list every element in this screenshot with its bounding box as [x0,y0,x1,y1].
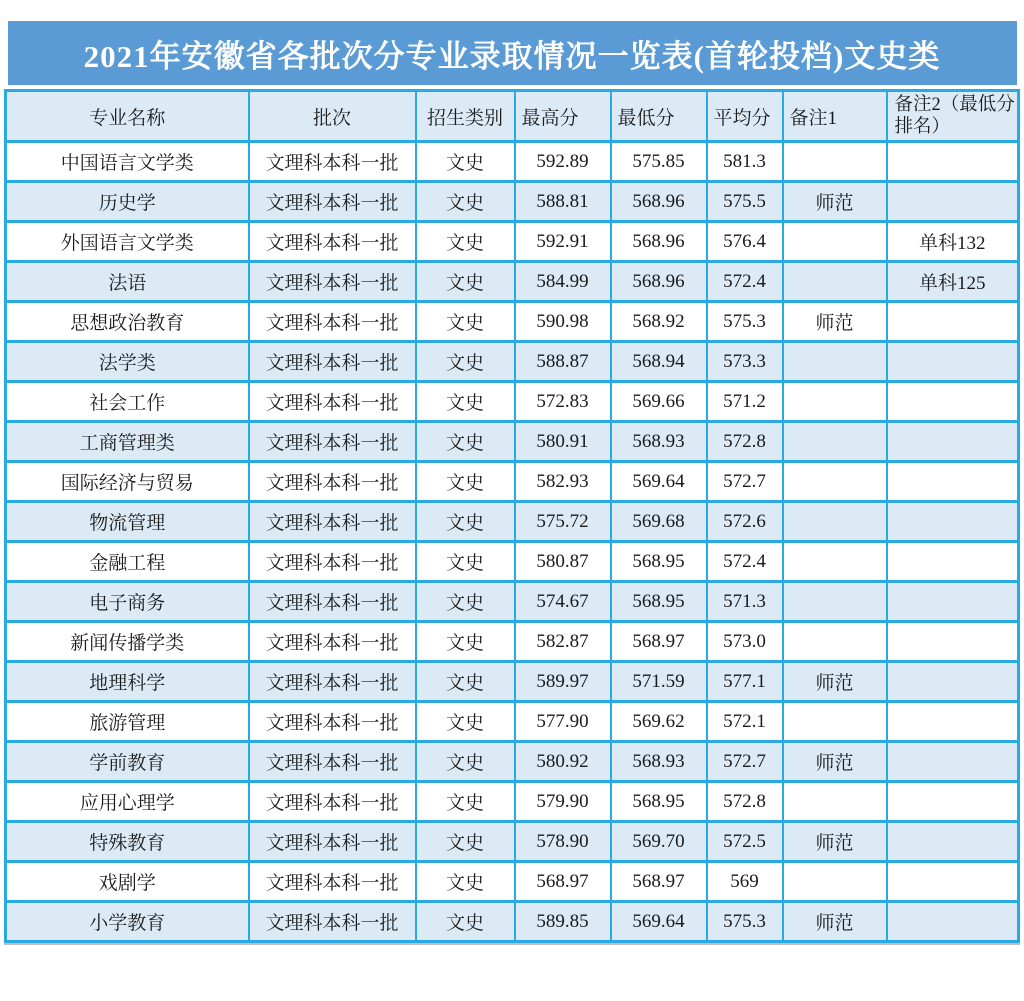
cell-category: 文史 [416,542,515,582]
column-header-major: 专业名称 [6,91,249,142]
page-title: 2021年安徽省各批次分专业录取情况一览表(首轮投档)文史类 [83,38,941,74]
table-row [6,222,1019,262]
cell-max-score: 592.91 [515,222,611,262]
cell-min-score: 568.93 [611,742,707,782]
cell-category: 文史 [416,302,515,342]
table-row [6,382,1019,422]
cell-note1 [783,862,887,902]
cell-avg-score: 575.3 [707,902,783,942]
header-row [6,91,1019,142]
cell-min-score: 569.68 [611,502,707,542]
cell-note2 [887,662,1019,702]
cell-note1: 师范 [783,822,887,862]
table-row [6,502,1019,542]
cell-min-score: 568.97 [611,622,707,662]
cell-max-score: 572.83 [515,382,611,422]
cell-category: 文史 [416,502,515,542]
cell-major: 中国语言文学类 [6,142,249,182]
cell-max-score: 568.97 [515,862,611,902]
cell-major: 物流管理 [6,502,249,542]
cell-avg-score: 575.3 [707,302,783,342]
cell-major: 社会工作 [6,382,249,422]
cell-avg-score: 572.7 [707,742,783,782]
table-row [6,182,1019,222]
cell-batch: 文理科本科一批 [249,782,416,822]
column-header-note2: 备注2（最低分排名） [887,91,1019,142]
cell-min-score: 568.92 [611,302,707,342]
cell-major: 外国语言文学类 [6,222,249,262]
cell-avg-score: 571.3 [707,582,783,622]
cell-category: 文史 [416,742,515,782]
cell-batch: 文理科本科一批 [249,542,416,582]
cell-major: 地理科学 [6,662,249,702]
cell-batch: 文理科本科一批 [249,702,416,742]
cell-major: 工商管理类 [6,422,249,462]
table-row [6,142,1019,182]
cell-avg-score: 572.1 [707,702,783,742]
cell-avg-score: 573.3 [707,342,783,382]
cell-max-score: 592.89 [515,142,611,182]
cell-min-score: 568.94 [611,342,707,382]
cell-note1 [783,342,887,382]
cell-batch: 文理科本科一批 [249,382,416,422]
cell-avg-score: 572.6 [707,502,783,542]
cell-avg-score: 572.8 [707,422,783,462]
cell-max-score: 580.91 [515,422,611,462]
cell-category: 文史 [416,662,515,702]
cell-batch: 文理科本科一批 [249,862,416,902]
cell-category: 文史 [416,862,515,902]
cell-max-score: 589.85 [515,902,611,942]
cell-major: 法学类 [6,342,249,382]
column-header-batch: 批次 [249,91,416,142]
cell-avg-score: 575.5 [707,182,783,222]
cell-category: 文史 [416,342,515,382]
cell-batch: 文理科本科一批 [249,222,416,262]
cell-min-score: 568.95 [611,582,707,622]
cell-avg-score: 572.8 [707,782,783,822]
cell-avg-score: 572.5 [707,822,783,862]
cell-note2 [887,782,1019,822]
cell-min-score: 569.66 [611,382,707,422]
cell-avg-score: 576.4 [707,222,783,262]
cell-note1 [783,782,887,822]
cell-min-score: 568.97 [611,862,707,902]
cell-avg-score: 577.1 [707,662,783,702]
cell-max-score: 579.90 [515,782,611,822]
table-row [6,622,1019,662]
cell-note2 [887,502,1019,542]
cell-min-score: 569.62 [611,702,707,742]
cell-category: 文史 [416,222,515,262]
cell-avg-score: 569 [707,862,783,902]
cell-major: 小学教育 [6,902,249,942]
cell-note1: 师范 [783,902,887,942]
cell-min-score: 568.95 [611,782,707,822]
cell-min-score: 568.96 [611,222,707,262]
cell-note2 [887,382,1019,422]
cell-note1 [783,422,887,462]
cell-batch: 文理科本科一批 [249,662,416,702]
cell-batch: 文理科本科一批 [249,902,416,942]
cell-note1 [783,462,887,502]
cell-avg-score: 572.4 [707,542,783,582]
table-row [6,422,1019,462]
cell-major: 电子商务 [6,582,249,622]
cell-note2: 单科132 [887,222,1019,262]
table-row [6,302,1019,342]
table-row [6,742,1019,782]
cell-max-score: 588.87 [515,342,611,382]
cell-max-score: 578.90 [515,822,611,862]
cell-major: 国际经济与贸易 [6,462,249,502]
cell-note1: 师范 [783,302,887,342]
cell-max-score: 580.92 [515,742,611,782]
cell-max-score: 582.87 [515,622,611,662]
cell-note2 [887,422,1019,462]
cell-avg-score: 581.3 [707,142,783,182]
cell-note2 [887,342,1019,382]
cell-max-score: 575.72 [515,502,611,542]
cell-max-score: 589.97 [515,662,611,702]
cell-batch: 文理科本科一批 [249,462,416,502]
cell-batch: 文理科本科一批 [249,342,416,382]
cell-note1 [783,502,887,542]
cell-batch: 文理科本科一批 [249,422,416,462]
cell-batch: 文理科本科一批 [249,182,416,222]
cell-max-score: 584.99 [515,262,611,302]
column-header-min-score: 最低分 [611,91,707,142]
cell-note1 [783,622,887,662]
cell-major: 金融工程 [6,542,249,582]
cell-note1 [783,262,887,302]
cell-batch: 文理科本科一批 [249,262,416,302]
cell-note2 [887,622,1019,662]
cell-note2 [887,542,1019,582]
title-banner [8,21,1017,85]
cell-note2: 单科125 [887,262,1019,302]
cell-note1 [783,702,887,742]
cell-major: 应用心理学 [6,782,249,822]
cell-note2 [887,742,1019,782]
cell-batch: 文理科本科一批 [249,582,416,622]
admissions-table [4,89,1020,943]
cell-avg-score: 573.0 [707,622,783,662]
column-header-avg-score: 平均分 [707,91,783,142]
cell-category: 文史 [416,382,515,422]
table-row [6,822,1019,862]
cell-category: 文史 [416,582,515,622]
cell-note1 [783,542,887,582]
cell-category: 文史 [416,822,515,862]
table-row [6,582,1019,622]
cell-min-score: 569.64 [611,462,707,502]
cell-avg-score: 572.4 [707,262,783,302]
cell-major: 学前教育 [6,742,249,782]
cell-category: 文史 [416,422,515,462]
cell-batch: 文理科本科一批 [249,502,416,542]
cell-min-score: 571.59 [611,662,707,702]
cell-note2 [887,582,1019,622]
cell-max-score: 590.98 [515,302,611,342]
cell-note1 [783,222,887,262]
cell-avg-score: 571.2 [707,382,783,422]
cell-note2 [887,462,1019,502]
cell-category: 文史 [416,142,515,182]
cell-min-score: 569.64 [611,902,707,942]
cell-category: 文史 [416,182,515,222]
cell-category: 文史 [416,902,515,942]
cell-min-score: 568.96 [611,182,707,222]
cell-note1: 师范 [783,662,887,702]
cell-batch: 文理科本科一批 [249,622,416,662]
cell-min-score: 575.85 [611,142,707,182]
cell-batch: 文理科本科一批 [249,742,416,782]
cell-category: 文史 [416,622,515,662]
cell-category: 文史 [416,462,515,502]
cell-major: 法语 [6,262,249,302]
column-header-note1: 备注1 [783,91,887,142]
table-row [6,902,1019,942]
cell-note2 [887,822,1019,862]
cell-category: 文史 [416,702,515,742]
cell-batch: 文理科本科一批 [249,822,416,862]
table-row [6,542,1019,582]
cell-max-score: 588.81 [515,182,611,222]
cell-note1 [783,142,887,182]
cell-min-score: 568.96 [611,262,707,302]
cell-category: 文史 [416,262,515,302]
cell-min-score: 569.70 [611,822,707,862]
cell-note1 [783,382,887,422]
column-header-category: 招生类别 [416,91,515,142]
table-row [6,262,1019,302]
cell-batch: 文理科本科一批 [249,142,416,182]
table-row [6,702,1019,742]
cell-note2 [887,302,1019,342]
cell-max-score: 582.93 [515,462,611,502]
table-row [6,662,1019,702]
cell-category: 文史 [416,782,515,822]
cell-note1: 师范 [783,182,887,222]
cell-note1 [783,582,887,622]
cell-max-score: 577.90 [515,702,611,742]
cell-note2 [887,142,1019,182]
cell-major: 旅游管理 [6,702,249,742]
cell-note2 [887,182,1019,222]
cell-major: 戏剧学 [6,862,249,902]
cell-major: 特殊教育 [6,822,249,862]
cell-note2 [887,862,1019,902]
cell-avg-score: 572.7 [707,462,783,502]
table-row [6,342,1019,382]
column-header-max-score: 最高分 [515,91,611,142]
cell-batch: 文理科本科一批 [249,302,416,342]
cell-major: 思想政治教育 [6,302,249,342]
table-row [6,862,1019,902]
cell-max-score: 574.67 [515,582,611,622]
table-row [6,462,1019,502]
cell-major: 历史学 [6,182,249,222]
cell-major: 新闻传播学类 [6,622,249,662]
cell-max-score: 580.87 [515,542,611,582]
cell-min-score: 568.95 [611,542,707,582]
cell-note1: 师范 [783,742,887,782]
cell-min-score: 568.93 [611,422,707,462]
table-row [6,782,1019,822]
cell-note2 [887,902,1019,942]
cell-note2 [887,702,1019,742]
